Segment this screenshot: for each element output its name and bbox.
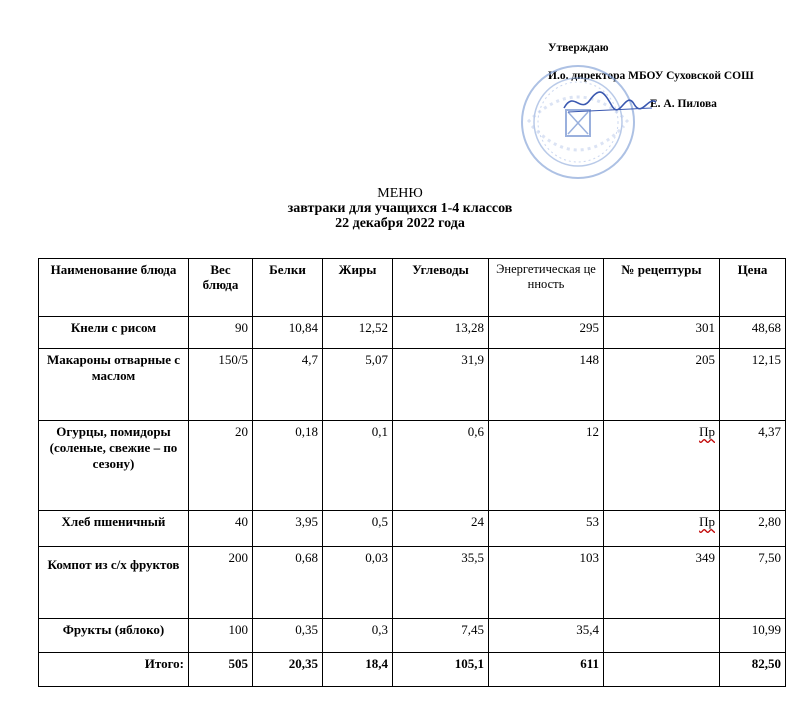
total-energy: 611: [489, 653, 604, 687]
header-recipe: № рецептуры: [604, 259, 720, 317]
dish-recipe: [604, 619, 720, 653]
table-row: [39, 619, 786, 653]
table-row: [39, 349, 786, 421]
dish-name: Кнели с рисом: [39, 317, 189, 349]
dish-carbs: 0,6: [393, 421, 489, 511]
table-header-row: [39, 259, 786, 317]
header-carbs: Углеводы: [393, 259, 489, 317]
dish-name: Фрукты (яблоко): [39, 619, 189, 653]
menu-table: [38, 258, 786, 687]
dish-energy: 148: [489, 349, 604, 421]
dish-fat: 5,07: [323, 349, 393, 421]
dish-fat: 12,52: [323, 317, 393, 349]
dish-weight: 20: [189, 421, 253, 511]
dish-fat: 0,1: [323, 421, 393, 511]
dish-protein: 4,7: [253, 349, 323, 421]
dish-price: 12,15: [720, 349, 786, 421]
table-row: [39, 511, 786, 547]
dish-fat: 0,5: [323, 511, 393, 547]
dish-name: Хлеб пшеничный: [39, 511, 189, 547]
dish-carbs: 24: [393, 511, 489, 547]
dish-protein: 0,35: [253, 619, 323, 653]
signature-icon: [560, 84, 660, 120]
dish-energy: 295: [489, 317, 604, 349]
recipe-value: Пр: [699, 424, 715, 439]
table-row: [39, 421, 786, 511]
dish-energy: 35,4: [489, 619, 604, 653]
approval-position: И.о. директора МБОУ Суховской СОШ: [548, 70, 754, 82]
dish-name: Компот из с/х фруктов: [39, 547, 189, 619]
dish-weight: 200: [189, 547, 253, 619]
dish-recipe: 301: [604, 317, 720, 349]
page-subtitle: завтраки для учащихся 1-4 классов: [287, 201, 513, 216]
approval-signature-name: Е. А. Пилова: [650, 98, 717, 110]
seal-stamp-icon: [518, 62, 638, 182]
total-price: 82,50: [720, 653, 786, 687]
header-fat: Жиры: [323, 259, 393, 317]
dish-price: 4,37: [720, 421, 786, 511]
total-label: Итого:: [39, 653, 189, 687]
dish-recipe: [604, 421, 720, 511]
total-fat: 18,4: [323, 653, 393, 687]
dish-price: 48,68: [720, 317, 786, 349]
table-row: [39, 547, 786, 619]
approval-label: Утверждаю: [548, 42, 609, 54]
dish-name: Огурцы, помидоры (соленые, свежие – по сезону): [39, 421, 189, 511]
table-row: [39, 317, 786, 349]
header-name: Наименование блюда: [39, 259, 189, 317]
dish-recipe: 349: [604, 547, 720, 619]
total-row: [39, 653, 786, 687]
total-weight: 505: [189, 653, 253, 687]
dish-carbs: 35,5: [393, 547, 489, 619]
total-carbs: 105,1: [393, 653, 489, 687]
dish-fat: 0,3: [323, 619, 393, 653]
dish-weight: 150/5: [189, 349, 253, 421]
dish-name: Макароны отварные с маслом: [39, 349, 189, 421]
total-recipe: [604, 653, 720, 687]
dish-protein: 0,18: [253, 421, 323, 511]
dish-fat: 0,03: [323, 547, 393, 619]
dish-energy: 103: [489, 547, 604, 619]
recipe-value: Пр: [699, 514, 715, 529]
dish-protein: 10,84: [253, 317, 323, 349]
header-price: Цена: [720, 259, 786, 317]
page-title: МЕНЮ: [377, 186, 423, 201]
header-energy: Энергетическая ценность: [489, 259, 604, 317]
dish-energy: 12: [489, 421, 604, 511]
dish-weight: 100: [189, 619, 253, 653]
dish-carbs: 7,45: [393, 619, 489, 653]
header-protein: Белки: [253, 259, 323, 317]
dish-carbs: 31,9: [393, 349, 489, 421]
dish-energy: 53: [489, 511, 604, 547]
dish-weight: 40: [189, 511, 253, 547]
total-protein: 20,35: [253, 653, 323, 687]
dish-carbs: 13,28: [393, 317, 489, 349]
dish-protein: 3,95: [253, 511, 323, 547]
dish-weight: 90: [189, 317, 253, 349]
dish-protein: 0,68: [253, 547, 323, 619]
header-weight: Вес блюда: [189, 259, 253, 317]
dish-recipe: 205: [604, 349, 720, 421]
dish-price: 10,99: [720, 619, 786, 653]
page-date: 22 декабря 2022 года: [335, 216, 465, 231]
menu-heading: [0, 186, 800, 231]
dish-recipe: [604, 511, 720, 547]
dish-price: 7,50: [720, 547, 786, 619]
dish-price: 2,80: [720, 511, 786, 547]
